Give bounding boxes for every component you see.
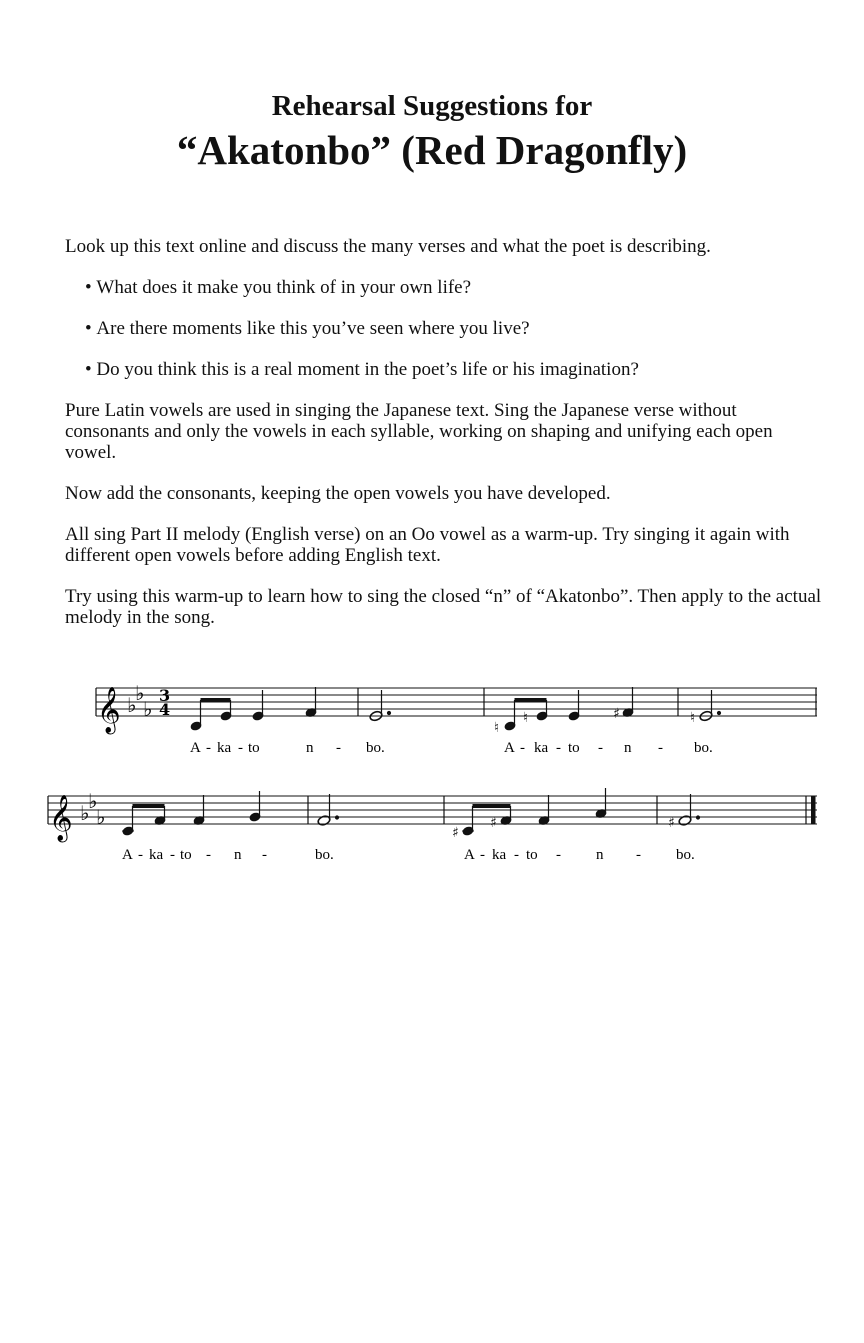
svg-text:-: - <box>138 847 143 863</box>
svg-text:A: A <box>122 847 133 863</box>
question-item: • Are there moments like this you’ve seen where you live? <box>85 318 825 339</box>
svg-text:ka: ka <box>149 847 164 863</box>
svg-text:♯: ♯ <box>668 815 675 831</box>
paragraph-consonants: Now add the consonants, keeping the open vowels you have developed. <box>65 483 611 504</box>
svg-text:to: to <box>248 740 260 756</box>
svg-text:bo.: bo. <box>366 740 385 756</box>
svg-text:♯: ♯ <box>452 825 459 841</box>
svg-text:A: A <box>464 847 475 863</box>
treble-clef-icon: 𝄞 <box>49 795 73 841</box>
title-block <box>0 86 864 174</box>
question-item: • What does it make you think of in your own life? <box>85 277 825 298</box>
svg-text:n: n <box>624 740 632 756</box>
svg-text:to: to <box>526 847 538 863</box>
svg-text:-: - <box>598 740 603 756</box>
svg-text:to: to <box>568 740 580 756</box>
svg-text:ka: ka <box>534 740 549 756</box>
svg-text:-: - <box>206 740 211 756</box>
svg-text:♯: ♯ <box>613 706 620 722</box>
time-signature <box>159 686 170 719</box>
svg-text:bo.: bo. <box>676 847 695 863</box>
svg-text:ka: ka <box>492 847 507 863</box>
staff-system-2 <box>48 788 817 863</box>
svg-text:-: - <box>206 847 211 863</box>
final-barline <box>811 796 816 824</box>
lyrics-system-2 <box>122 847 695 863</box>
svg-text:-: - <box>262 847 267 863</box>
svg-text:♭: ♭ <box>135 681 145 705</box>
svg-text:A: A <box>190 740 201 756</box>
svg-text:♭: ♭ <box>96 805 106 829</box>
title-line-1: Rehearsal Suggestions for <box>271 90 593 122</box>
svg-text:-: - <box>556 847 561 863</box>
paragraph-warmup: All sing Part II melody (English verse) on an Oo vowel as a warm-up. Try singing it again with different open vowels before adding English text. <box>65 524 790 566</box>
svg-text:3: 3 <box>159 686 171 705</box>
svg-text:-: - <box>520 740 525 756</box>
music-notation <box>0 660 864 880</box>
treble-clef-icon: 𝄞 <box>97 687 121 733</box>
svg-text:-: - <box>170 847 175 863</box>
svg-text:♭: ♭ <box>88 789 98 813</box>
question-list <box>65 277 825 380</box>
key-signature <box>127 681 152 721</box>
svg-text:♮: ♮ <box>523 710 529 726</box>
svg-text:n: n <box>596 847 604 863</box>
svg-text:-: - <box>556 740 561 756</box>
svg-text:♯: ♯ <box>490 815 497 831</box>
title-line-2: “Akatonbo” (Red Dragonfly) <box>176 127 688 173</box>
svg-text:-: - <box>658 740 663 756</box>
svg-text:bo.: bo. <box>694 740 713 756</box>
staff-system-1 <box>96 681 817 756</box>
svg-text:-: - <box>336 740 341 756</box>
paragraph-closed-n: Try using this warm-up to learn how to sing the closed “n” of “Akatonbo”. Then apply to the actual melody in the song. <box>65 586 822 628</box>
svg-text:bo.: bo. <box>315 847 334 863</box>
svg-text:-: - <box>238 740 243 756</box>
svg-text:-: - <box>636 847 641 863</box>
svg-text:to: to <box>180 847 192 863</box>
lyrics-system-1 <box>190 740 713 756</box>
svg-text:♭: ♭ <box>143 697 153 721</box>
svg-text:♭: ♭ <box>80 801 90 825</box>
svg-text:-: - <box>480 847 485 863</box>
notes-system-1 <box>190 687 721 736</box>
svg-text:♭: ♭ <box>127 693 137 717</box>
body-text <box>65 236 825 648</box>
svg-text:n: n <box>234 847 242 863</box>
svg-text:ka: ka <box>217 740 232 756</box>
svg-text:4: 4 <box>159 700 171 719</box>
svg-text:A: A <box>504 740 515 756</box>
svg-text:-: - <box>514 847 519 863</box>
intro-paragraph: Look up this text online and discuss the many verses and what the poet is describing. <box>65 236 711 257</box>
svg-text:n: n <box>306 740 314 756</box>
svg-text:♮: ♮ <box>690 710 696 726</box>
question-item: • Do you think this is a real moment in the poet’s life or his imagination? <box>85 359 825 380</box>
key-signature <box>80 789 105 829</box>
paragraph-vowels: Pure Latin vowels are used in singing the Japanese text. Sing the Japanese verse without consonants and only the vowels in each syllable, working on shaping and unifying each open vowel. <box>65 400 773 463</box>
svg-text:♮: ♮ <box>494 720 500 736</box>
